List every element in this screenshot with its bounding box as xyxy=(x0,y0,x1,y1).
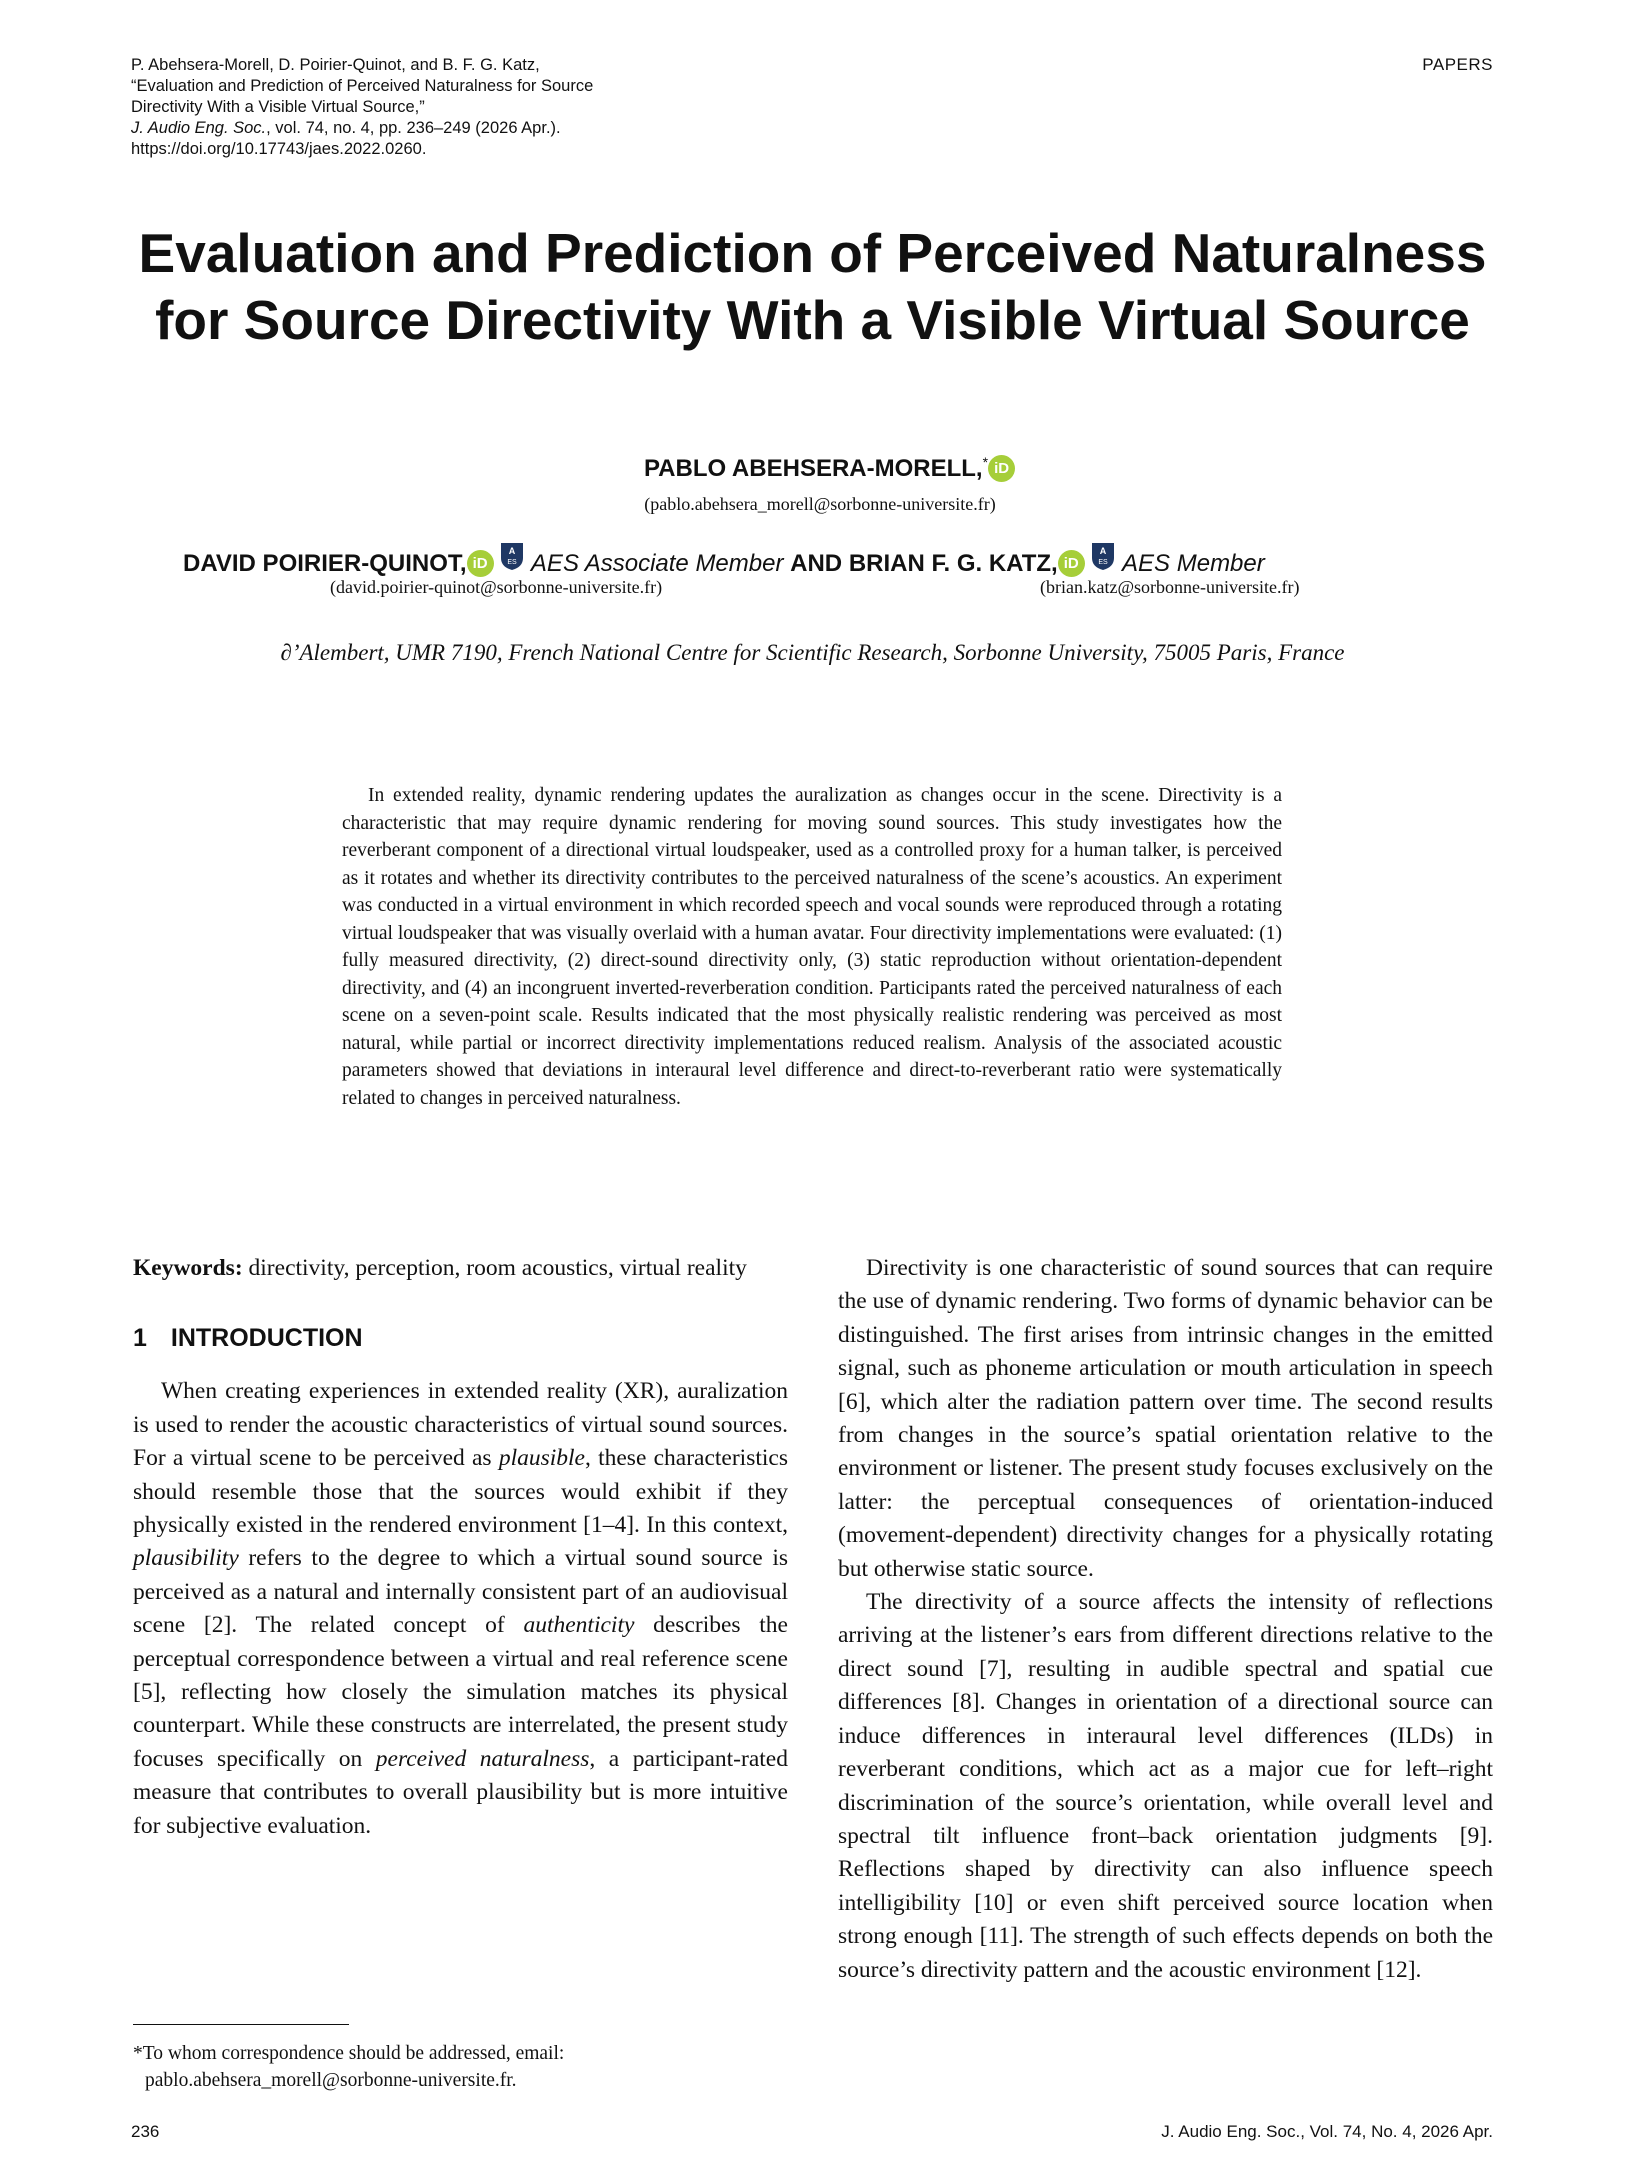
author-3-name: BRIAN F. G. KATZ, xyxy=(848,550,1058,577)
title-line-2: for Source Directivity With a Visible Virtual Source xyxy=(155,289,1470,351)
page-number: 236 xyxy=(131,2122,160,2141)
author-1-email: (pablo.abehsera_morell@sorbonne-universite.fr) xyxy=(644,494,996,514)
footnote-rule xyxy=(133,2024,349,2025)
section-number: 1 xyxy=(133,1324,147,1353)
citation-block xyxy=(131,55,771,160)
svg-text:ES: ES xyxy=(1098,559,1109,566)
author-3-role: AES Member xyxy=(1122,550,1265,577)
citation-journal: J. Audio Eng. Soc. xyxy=(131,119,267,137)
section-heading xyxy=(133,1323,788,1353)
aes-badge-icon xyxy=(500,542,524,571)
intro-emphasis: plausible xyxy=(498,1445,585,1472)
intro-text: describes the perceptual correspondence between a virtual and real reference scene [5], reflecting how closely the simulation matches its physical counterpart. While these constructs are interrelated, the present study focuses specifically on xyxy=(133,1612,788,1772)
intro-emphasis: authenticity xyxy=(523,1612,635,1639)
journal-footer: J. Audio Eng. Soc., Vol. 74, No. 4, 2026 Apr. xyxy=(1161,2122,1493,2141)
left-column xyxy=(133,1252,788,1843)
intro-text: , these characteristics should resemble those that the sources would exhibit if they physically existed in the rendered environment [1–4]. In this context, xyxy=(133,1445,788,1539)
svg-text:A: A xyxy=(509,546,516,556)
affiliation: ∂’Alembert, UMR 7190, French National Centre for Scientific Research, Sorbonne University, 75005 Paris, France xyxy=(280,640,1345,665)
footnote-line-1: *To whom correspondence should be addressed, email: xyxy=(133,2043,565,2064)
body-paragraph-2: The directivity of a source affects the intensity of reflections arriving at the listener’s ears from different directions relative to the direct sound [7], resulting in audible spectral and spatial cue differences [8]. Changes in orientation of a directional source can induce differences in interaural level differences (ILDs) in reverberant conditions, which act as a major cue for left–right discrimination of the source’s orientation, while overall level and spectral tilt influence front–back orientation judgments [9]. Reflections shaped by directivity can also influence speech intelligibility [10] or even shift perceived source location when strong enough [11]. The strength of such effects depends on both the source’s directivity pattern and the acoustic environment [12]. xyxy=(838,1589,1493,1983)
author-conjunction: AND xyxy=(790,550,843,577)
citation-journal-line xyxy=(131,118,771,139)
body-paragraph-1: Directivity is one characteristic of sound sources that can require the use of dynamic rendering. Two forms of dynamic behavior can be distinguished. The first arises from intrinsic changes in the emitted signal, such as phoneme articulation or mouth articulation in speech [6], which alter the radiation pattern over time. The second results from changes in the source’s spatial orientation relative to the environment or listener. The present study focuses exclusively on the latter: the perceptual consequences of orientation-induced (movement-dependent) directivity changes for a physically rotating but otherwise static source. xyxy=(838,1255,1493,1582)
citation-title-line1: “Evaluation and Prediction of Perceived Naturalness for Source xyxy=(131,77,594,95)
intro-text: , a participant-rated measure that contributes to overall plausibility but is more intuitive for subjective evaluation. xyxy=(133,1745,788,1839)
title-line-1: Evaluation and Prediction of Perceived Naturalness xyxy=(138,222,1487,284)
author-1 xyxy=(0,454,1625,483)
orcid-icon[interactable]: iD xyxy=(467,550,494,577)
keywords-text: directivity, perception, room acoustics, virtual reality xyxy=(242,1255,747,1281)
citation-authors: P. Abehsera-Morell, D. Poirier-Quinot, and B. F. G. Katz, xyxy=(131,56,540,74)
intro-text: When creating experiences in extended reality (XR), auralization is used to render the acoustic characteristics of virtual sound sources. For a virtual scene to be perceived as xyxy=(133,1378,788,1472)
citation-doi[interactable]: https://doi.org/10.17743/jaes.2022.0260. xyxy=(131,140,427,158)
author-2-name: DAVID POIRIER-QUINOT, xyxy=(183,550,467,577)
author-2-role: AES Associate Member xyxy=(530,550,784,577)
corresponding-mark: * xyxy=(982,454,989,470)
aes-badge-icon xyxy=(1091,542,1115,571)
intro-paragraph-1 xyxy=(133,1375,788,1843)
section-tag: PAPERS xyxy=(1422,55,1493,74)
section-title: INTRODUCTION xyxy=(170,1324,363,1353)
abstract: In extended reality, dynamic rendering updates the auralization as changes occur in the scene. Directivity is a characteristic that may require dynamic rendering for moving sound sources. This study investigates how the reverberant component of a directional virtual loudspeaker, used as a controlled proxy for a human talker, is perceived as it rotates and whether its directivity contributes to the perceived naturalness of the scene’s acoustics. An experiment was conducted in a virtual environment in which recorded speech and vocal sounds were reproduced through a rotating virtual loudspeaker that was visually overlaid with a human avatar. Four directivity implementations were evaluated: (1) fully measured directivity, (2) direct-sound directivity only, (3) static reproduction without orientation-dependent directivity, and (4) an incongruent inverted-reverberation condition. Participants rated the perceived naturalness of each scene on a seven-point scale. Results indicated that the most physically realistic rendering was perceived as most natural, while partial or incorrect directivity implementations reduced realism. Analysis of the associated acoustic parameters showed that deviations in interaural level difference and direct-to-reverberant ratio were systematically related to changes in perceived naturalness. xyxy=(342,785,1282,1109)
paper-title xyxy=(100,220,1525,354)
footnote-email: pablo.abehsera_morell@sorbonne-universite.fr. xyxy=(145,2070,517,2091)
intro-emphasis: plausibility xyxy=(133,1545,239,1572)
author-3-email: (brian.katz@sorbonne-universite.fr) xyxy=(1040,577,1300,597)
keywords xyxy=(133,1252,788,1285)
svg-text:ES: ES xyxy=(507,559,517,566)
intro-emphasis: perceived naturalness xyxy=(375,1745,590,1772)
author-line-2 xyxy=(183,542,1265,578)
orcid-icon[interactable]: iD xyxy=(1058,550,1085,577)
orcid-icon[interactable]: iD xyxy=(988,455,1015,482)
right-column xyxy=(838,1252,1493,1987)
footnote xyxy=(133,2040,788,2094)
svg-text:A: A xyxy=(1100,546,1107,556)
intro-text: refers to the degree to which a virtual sound source is perceived as a natural and internally consistent part of an audiovisual scene [2]. The related concept of xyxy=(133,1545,788,1639)
author-1-name: PABLO ABEHSERA-MORELL, xyxy=(643,455,983,482)
keywords-label: Keywords: xyxy=(133,1255,243,1281)
citation-title-line2: Directivity With a Visible Virtual Source,” xyxy=(131,98,425,116)
author-2-email: (david.poirier-quinot@sorbonne-universite.fr) xyxy=(330,577,663,597)
citation-volume: , vol. 74, no. 4, pp. 236–249 (2026 Apr.). xyxy=(266,119,561,137)
